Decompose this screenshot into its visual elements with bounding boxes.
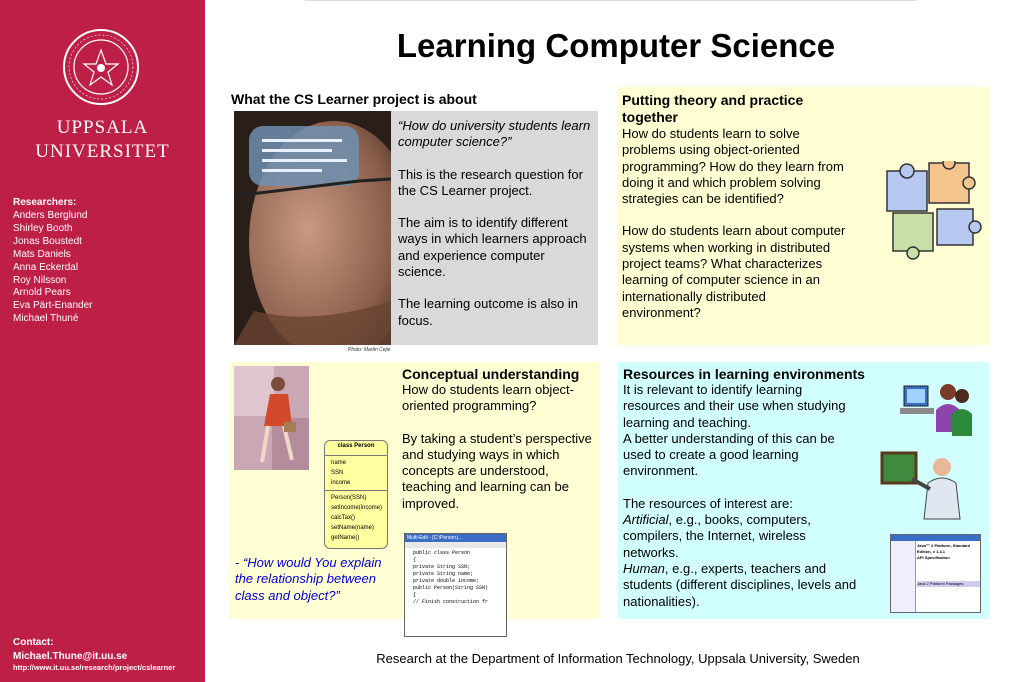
conceptual-paragraph-2: By taking a student’s perspective and studying ways in which concepts are understood, teaching and learning can be improved. — [402, 430, 592, 511]
top-divider — [305, 0, 917, 1]
code-line: private String name; — [413, 571, 474, 577]
research-question-quote: “How do university students learn computer science?” — [398, 118, 591, 150]
code-line: private double income; — [413, 578, 480, 584]
researcher-name: Roy Nilsson — [13, 274, 67, 286]
resources-heading: Resources in learning environments — [623, 366, 865, 382]
poster-title: Learning Computer Science — [396, 27, 836, 64]
uml-method: Person(SSN) — [331, 495, 367, 501]
university-name-line1: UPPSALA — [56, 117, 149, 138]
university-name-line2: UNIVERSITET — [35, 141, 170, 162]
uml-method: setName(name) — [331, 525, 375, 531]
uml-class-diagram — [324, 440, 388, 549]
uml-field: income — [331, 480, 351, 486]
about-panel — [391, 111, 598, 345]
researcher-name: Arnold Pears — [13, 287, 71, 299]
code-line: { — [413, 592, 417, 598]
project-url[interactable]: http://www.it.uu.se/research/project/cslearner — [13, 663, 176, 672]
about-paragraph-3: The learning outcome is also in focus. — [398, 296, 578, 328]
uml-field: name — [331, 460, 347, 466]
uml-method: setIncome(income) — [331, 505, 383, 511]
students-at-computer-illustration — [896, 380, 972, 438]
browser-document — [917, 543, 980, 587]
about-paragraph-2: The aim is to identify different ways in which learners approach and experience computer science. — [398, 215, 587, 280]
theory-panel — [617, 87, 989, 345]
researcher-name: Michael Thuné — [13, 313, 79, 325]
about-paragraph-1: This is the research question for the CS Learner project. — [398, 166, 583, 198]
human-text: , e.g., experts, teachers and students (different disciplines, levels and nationalities). — [623, 560, 857, 609]
uml-fields — [325, 456, 387, 491]
resources-paragraph-3: The resources of interest are: — [623, 495, 793, 511]
poster-footer: Research at the Department of Information Technology, Uppsala University, Sweden — [376, 651, 860, 666]
human-resources — [623, 561, 858, 610]
conceptual-heading: Conceptual understanding — [402, 366, 580, 382]
about-heading: What the CS Learner project is about — [231, 91, 477, 107]
uml-method: getName() — [331, 535, 360, 541]
code-line: public Person(String SSN) — [413, 585, 489, 591]
theory-paragraph-2: How do students learn about computer systems when working in distributed project teams? What characterizes learning of computer science in an internationally distributed environment? — [622, 223, 846, 320]
photo-credit: Photo: Martin Cejie — [348, 347, 391, 353]
artificial-resources — [623, 512, 858, 561]
theory-paragraph-1: How do students learn to solve problems using object-oriented programming? How do they learn from doing it and which problem solving strategies can be identified? — [622, 126, 844, 207]
puzzle-pieces-illustration — [879, 161, 983, 261]
contact-email[interactable]: Michael.Thune@it.uu.se — [13, 651, 128, 662]
researcher-name: Anders Berglund — [13, 210, 88, 221]
code-line: public class Person — [413, 550, 471, 556]
browser-doc-line: Java 2 Platform Packages — [917, 581, 980, 587]
uml-methods — [325, 491, 387, 545]
class-object-question: - “How would You explain the relationship between class and object?” — [235, 555, 382, 603]
theory-heading: Putting theory and practice together — [622, 92, 804, 125]
editor-title: Multi-Edit - [C:\Person.j... — [405, 534, 506, 542]
resources-paragraph-2: A better understanding of this can be used to create a good learning environment. — [623, 430, 835, 479]
sidebar — [0, 0, 205, 682]
editor-code — [405, 548, 506, 608]
uml-class-name: class Person — [325, 441, 387, 456]
artificial-label: Artificial — [623, 512, 669, 528]
uml-field: SSN — [331, 470, 344, 476]
api-browser-screenshot — [890, 534, 981, 613]
researcher-name: Mats Daniels — [13, 248, 71, 260]
teacher-at-board-illustration — [880, 449, 970, 521]
contact-heading: Contact: — [13, 637, 54, 648]
artificial-text: , e.g., books, computers, compilers, the Internet, wireless networks. — [623, 512, 811, 560]
code-editor-screenshot — [404, 533, 507, 637]
university-seal-logo — [62, 28, 140, 106]
researcher-name: Anna Eckerdal — [13, 261, 79, 273]
code-line: // Finish construction fr — [413, 599, 489, 605]
uml-method: calcTax() — [331, 515, 356, 521]
researcher-name: Eva Pärt-Enander — [13, 300, 93, 312]
code-line: { — [413, 557, 417, 563]
code-line: private String SSN; — [413, 564, 471, 570]
researcher-name: Shirley Booth — [13, 222, 73, 234]
conceptual-paragraph-1: How do students learn object-oriented programming? — [402, 382, 574, 414]
browser-doc-line: API Specification — [917, 555, 950, 560]
resources-paragraph-1: It is relevant to identify learning resources and their use when studying learning and teaching. — [623, 382, 846, 430]
researchers-list — [13, 210, 93, 326]
human-label: Human — [623, 560, 665, 576]
resources-panel — [618, 362, 989, 619]
walking-woman-illustration — [234, 366, 309, 470]
browser-nav-frame — [891, 541, 916, 612]
browser-doc-line: Java™ 2 Platform, Standard Edition, v 1.4.1 — [917, 543, 971, 554]
researcher-name: Jonas Boustedt — [13, 235, 82, 247]
student-with-glasses-photo — [234, 111, 391, 345]
researchers-heading: Researchers: — [13, 197, 77, 208]
contact-block — [13, 636, 127, 664]
